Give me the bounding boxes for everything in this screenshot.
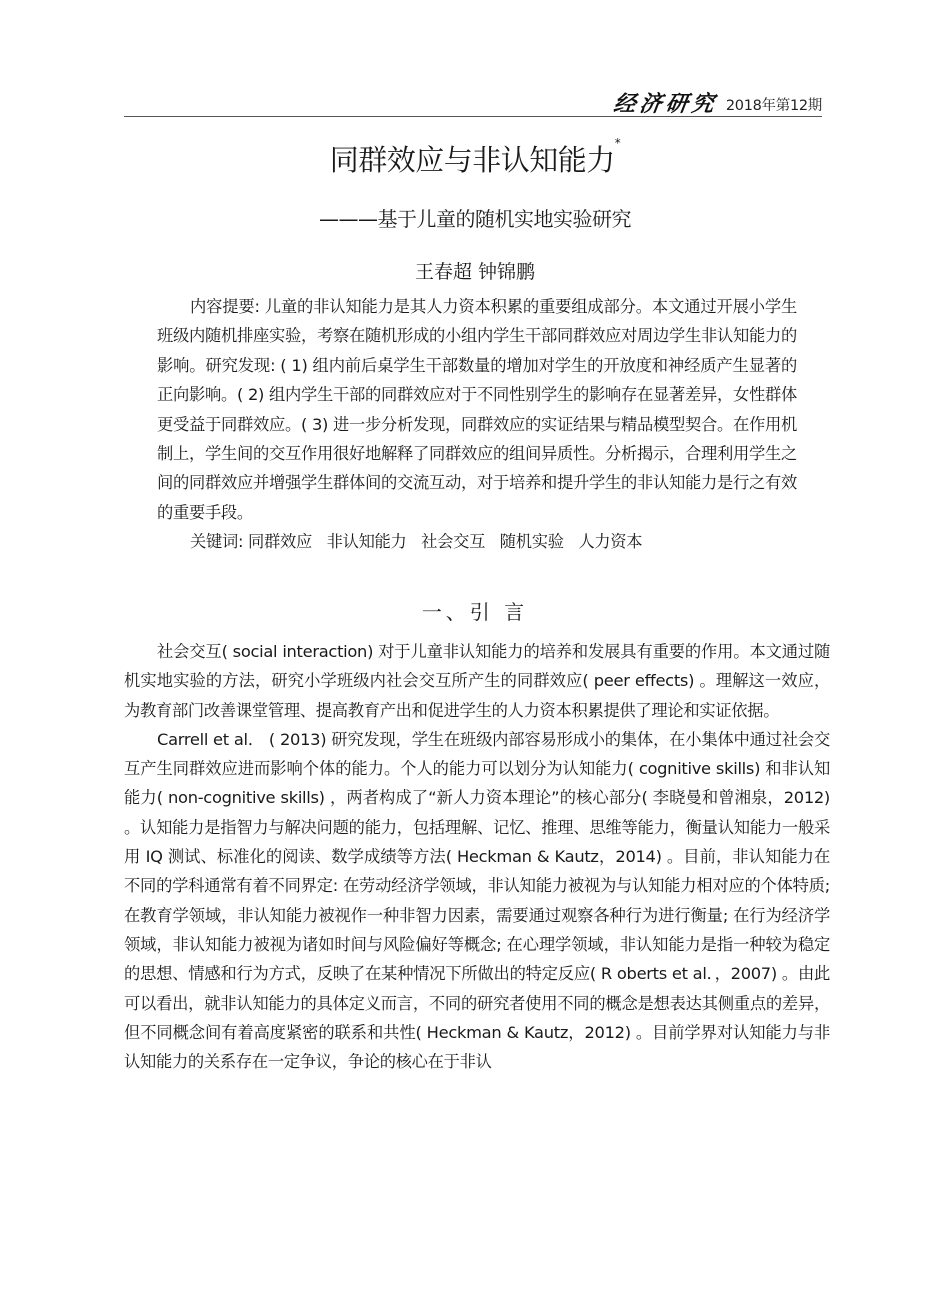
article-subtitle: ———基于儿童的随机实地实验研究 (319, 207, 631, 231)
journal-logo: 经济研究 (611, 91, 720, 117)
keyword: 随机实验 (499, 532, 564, 552)
keyword: 社会交互 (421, 532, 486, 552)
abstract-label: 内容提要: (190, 297, 260, 316)
body-paragraph: Carrell et al． ( 2013) 研究发现，学生在班级内部容易形成小的集体，在小集体中通过社会交互产生同群效应进而影响个体的能力。个人的能力可以划分为认知能力( cognitive skills) 和非认知能力( non-cognitive skills) ，两者构成了“新人力资本理论”的核心部分( 李晓曼和曾湘泉，2012) 。认知能力是指智力与解决问题的能力，包括理解、记忆、推理、思维等能力，衡量认知能力一般采用 IQ 测试、标准化的阅读、数学成绩等方法( Heckman & Kautz，2014) 。目前，非认知能力在不同的学科通常有着不同界定: 在劳动经济学领域，非认知能力被视为与认知能力相对应的个体特质; 在教育学领域，非认知能力被视作一种非智力因素，需要通过观察各种行为进行衡量; 在行为经济学领域，非认知能力被视为诸如时间与风险偏好等概念; 在心理学领域，非认知能力是指一种较为稳定的思想、情感和行为方式，反映了在某种情况下所做出的特定反应( R oberts et al．，2007) 。由此可以看出，就非认知能力的具体定义而言，不同的研究者使用不同的概念是想表达其侧重点的差异，但不同概念间有着高度紧密的联系和共性( Heckman & Kautz，2012) 。目前学界对认知能力与非认知能力的关系存在一定争议，争论的核心在于非认 (124, 729, 830, 1072)
title-text: 同群效应与非认知能力 (329, 143, 615, 177)
body-paragraph: 社会交互( social interaction) 对于儿童非认知能力的培养和发展具有重要的作用。本文通过随机实地实验的方法，研究小学班级内社会交互所产生的同群效应( peer effects) 。理解这一效应，为教育部门改善课堂管理、提高教育产出和促进学生的人力资本积累提供了理论和实证依据。 (124, 642, 830, 720)
authors: 王春超 钟锦鹏 (414, 261, 536, 283)
keywords-label: 关键词: (190, 532, 244, 552)
body-text (124, 637, 830, 1076)
keyword: 非认知能力 (326, 532, 407, 552)
keyword: 人力资本 (578, 532, 643, 552)
abstract-text: 儿童的非认知能力是其人力资本积累的重要组成部分。本文通过开展小学生班级内随机排座实验，考察在随机形成的小组内学生干部同群效应对周边学生非认知能力的影响。研究发现: ( 1) 组内前后桌学生干部数量的增加对学生的开放度和神经质产生显著的正向影响。( 2) 组内学生干部的同群效应对于不同性别学生的影响存在显著差异，女性群体更受益于同群效应。( 3) 进一步分析发现，同群效应的实证结果与精品模型契合。在作用机制上，学生间的交互作用很好地解释了同群效应的组间异质性。分析揭示，合理利用学生之间的同群效应并增强学生群体间的交流互动，对于培养和提升学生的非认知能力是行之有效的重要手段。 (157, 297, 797, 522)
abstract (157, 292, 797, 557)
issue-number: 2018年第12期 (725, 98, 822, 114)
keywords (157, 527, 797, 556)
article-title (0, 138, 950, 179)
abstract-paragraph (157, 292, 797, 527)
title-footnote-mark[interactable]: * (614, 136, 621, 150)
section-heading: 一、引 言 (421, 600, 529, 624)
keyword: 同群效应 (248, 532, 312, 552)
running-header (124, 86, 822, 117)
